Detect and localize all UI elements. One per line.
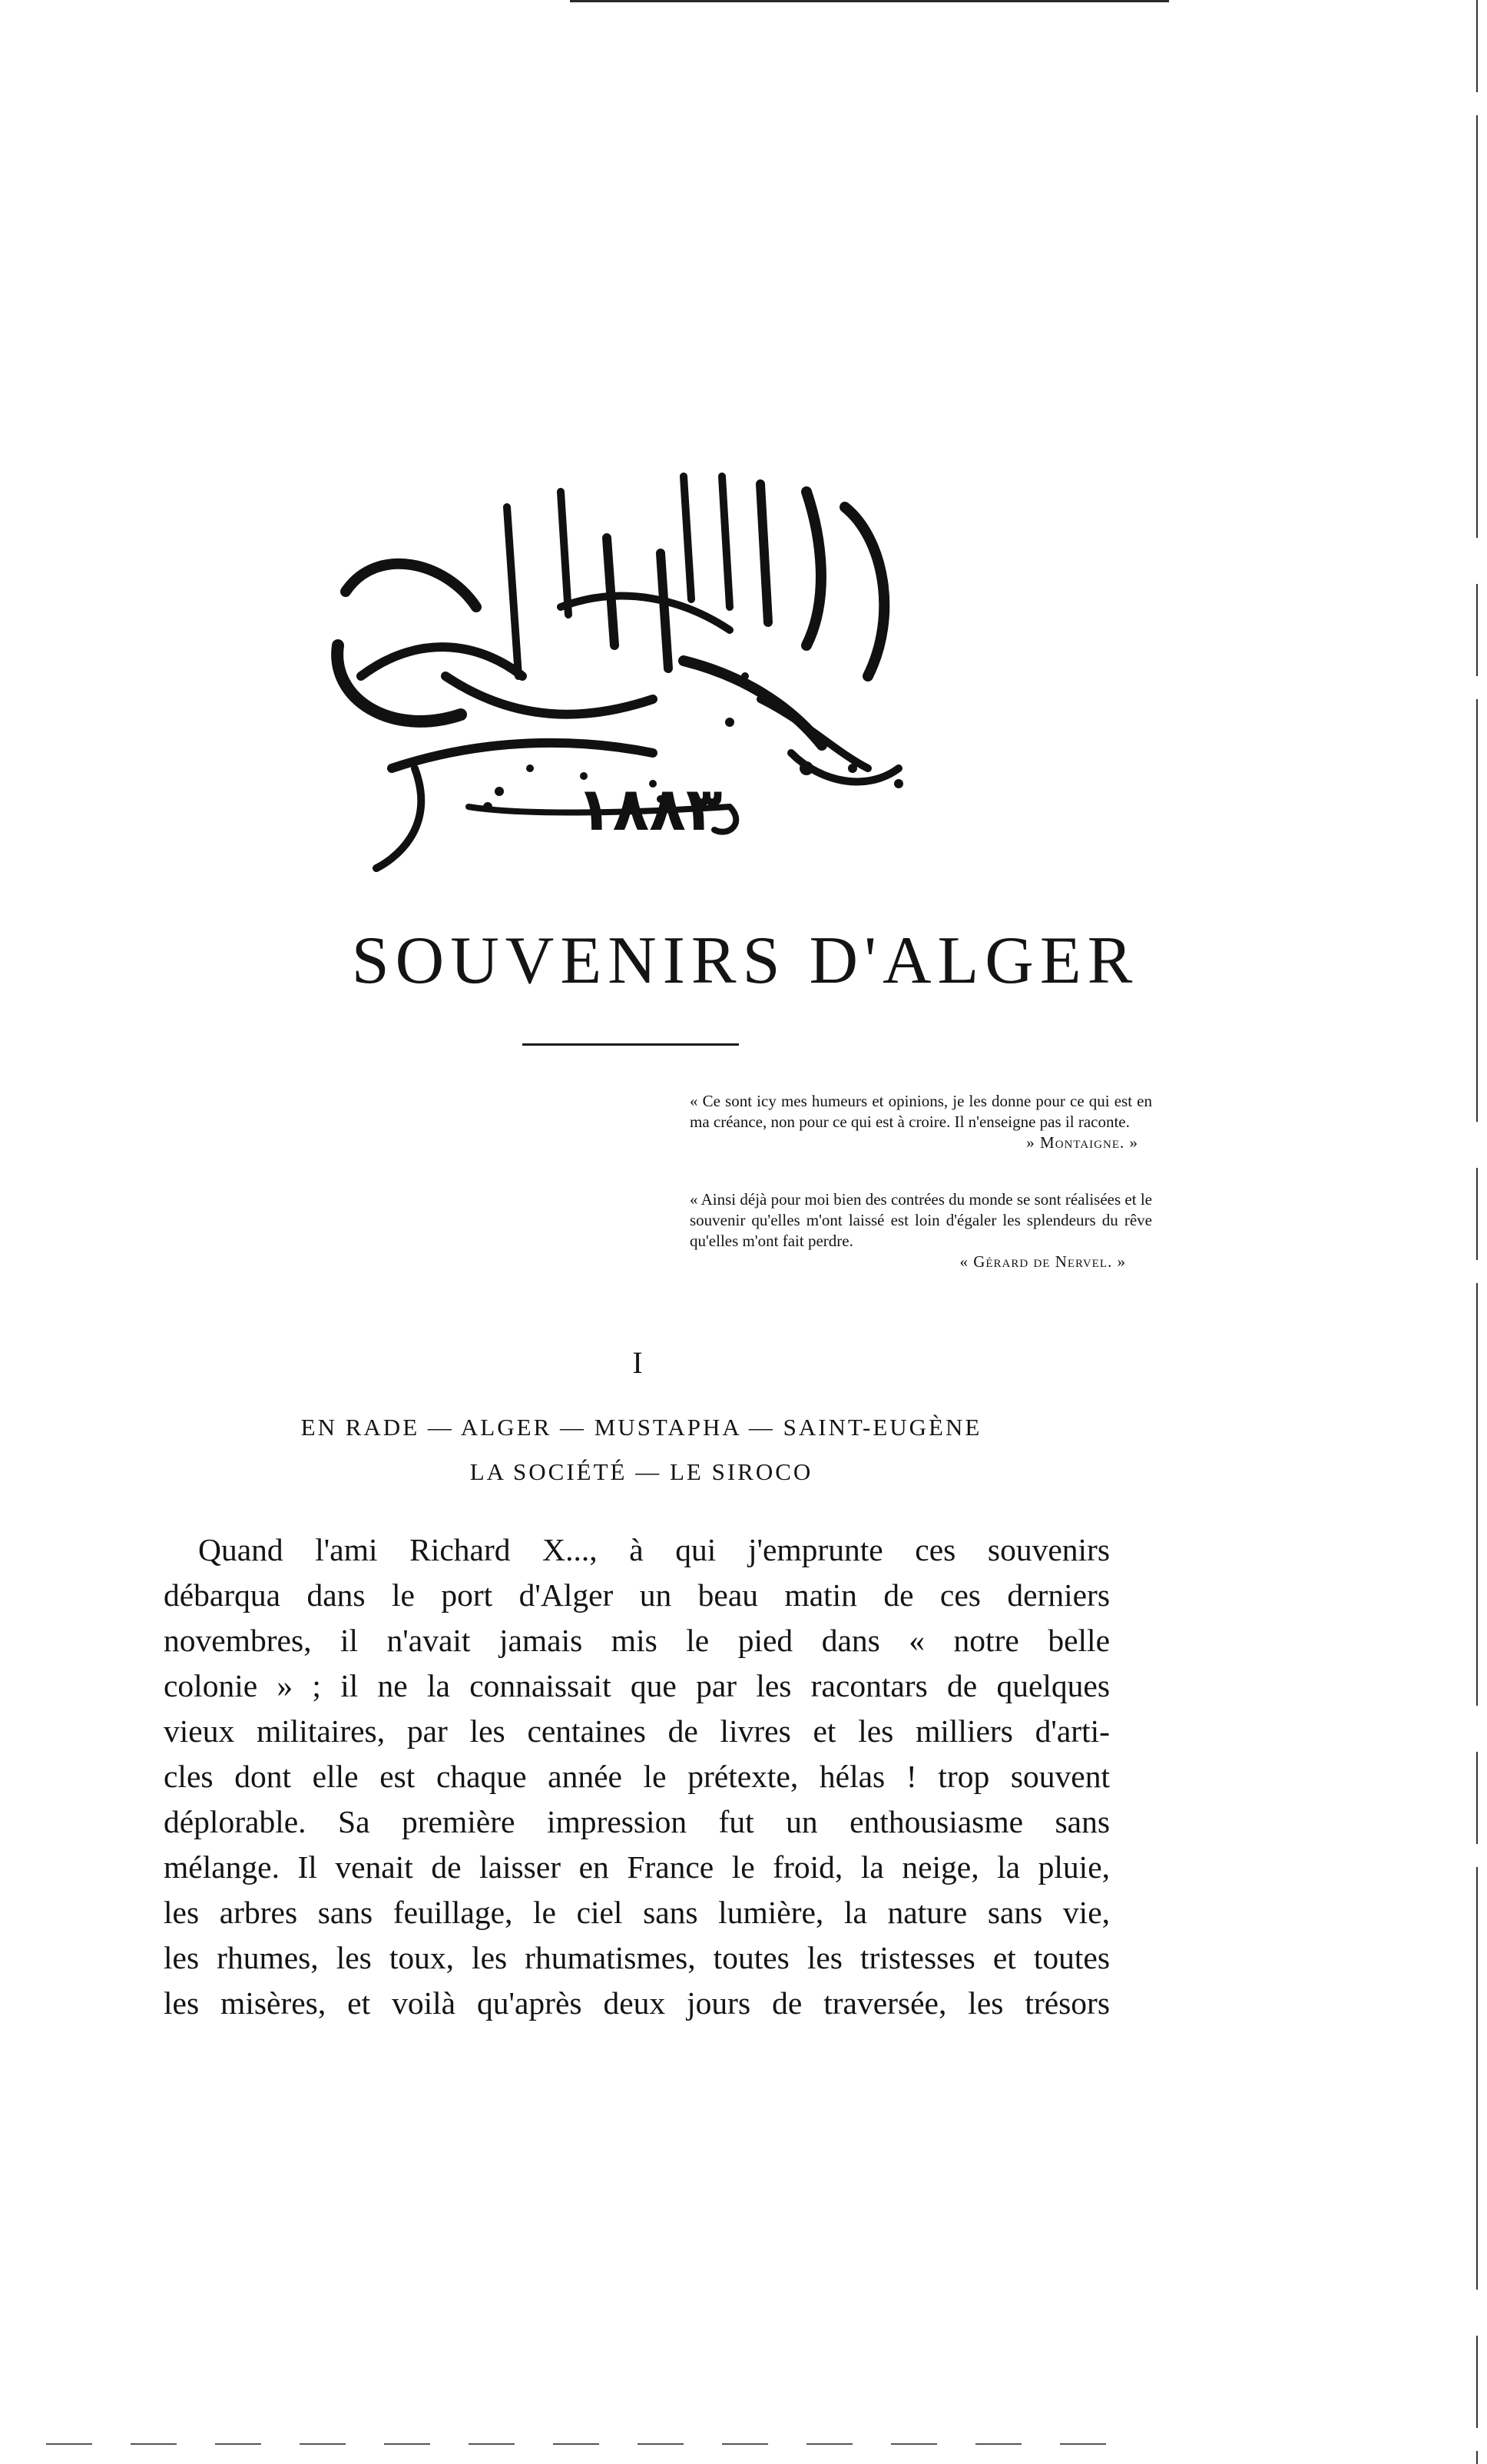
body-line: déplorable. Sa première impression fut un enthousiasme sans bbox=[164, 1804, 1110, 1839]
body-line: débarqua dans le port d'Alger un beau matin de ces derniers bbox=[164, 1577, 1110, 1613]
title-divider bbox=[522, 1043, 739, 1046]
arabic-calligraphy-emblem bbox=[330, 446, 929, 876]
epigraph-nerval bbox=[690, 1189, 1152, 1272]
body-line: mélange. Il venait de laisser en France le froid, la neige, la pluie, bbox=[164, 1849, 1110, 1885]
chapter-number: I bbox=[632, 1345, 643, 1380]
epigraph-author: » Montaigne. » bbox=[1026, 1133, 1138, 1152]
body-line: novembres, il n'avait jamais mis le pied dans « notre belle bbox=[164, 1623, 1110, 1658]
body-line: les rhumes, les toux, les rhumatismes, toutes les tristesses et toutes bbox=[164, 1940, 1110, 1975]
body-line: les misères, et voilà qu'après deux jours de traversée, les trésors bbox=[164, 1985, 1110, 2021]
epigraph-text: « Ainsi déjà pour moi bien des contrées du monde se sont réalisées et le souvenir qu'elles m'ont laissé est loin d'égaler les splendeurs du rêve qu'elles m'ont fait perdre. bbox=[690, 1190, 1152, 1250]
page-edge-shadow bbox=[1476, 0, 1478, 2464]
top-edge-rule bbox=[570, 0, 1169, 2]
body-line: vieux militaires, par les centaines de livres et les milliers d'arti- bbox=[164, 1713, 1110, 1749]
epigraph-author: « Gérard de Nervel. » bbox=[959, 1252, 1126, 1271]
body-line: colonie » ; il ne la connaissait que par les racontars de quelques bbox=[164, 1668, 1110, 1703]
svg-text:١٨٨٣: ١٨٨٣ bbox=[576, 775, 723, 844]
page-title: SOUVENIRS D'ALGER bbox=[351, 924, 1139, 998]
body-line: Quand l'ami Richard X..., à qui j'emprunte ces souvenirs bbox=[198, 1532, 1110, 1567]
bottom-edge-marks bbox=[46, 2443, 1121, 2445]
body-line: les arbres sans feuillage, le ciel sans lumière, la nature sans vie, bbox=[164, 1895, 1110, 1930]
body-line: cles dont elle est chaque année le prétexte, hélas ! trop souvent bbox=[164, 1759, 1110, 1794]
epigraph-text: « Ce sont icy mes humeurs et opinions, je les donne pour ce qui est en ma créance, non pour ce qui est à croire. Il n'enseigne pas il raconte. bbox=[690, 1092, 1152, 1131]
chapter-subtitle-line-2: LA SOCIÉTÉ — LE SIROCO bbox=[469, 1458, 813, 1485]
body-paragraph bbox=[164, 1527, 1110, 2026]
chapter-subtitle-line-1: EN RADE — ALGER — MUSTAPHA — SAINT-EUGÈNE bbox=[300, 1414, 982, 1441]
epigraph-montaigne bbox=[690, 1091, 1152, 1153]
